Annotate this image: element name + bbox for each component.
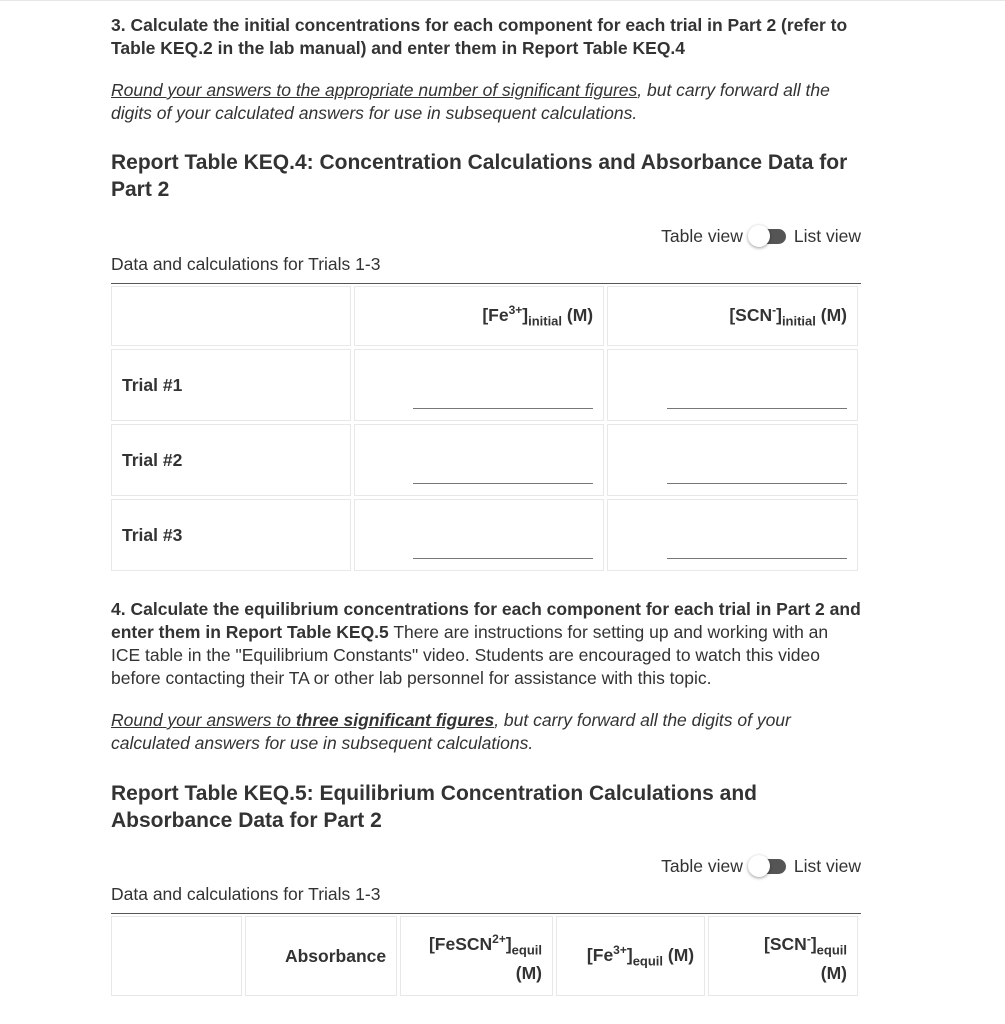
question-4-number: 4. xyxy=(111,599,126,619)
report-content xyxy=(111,0,861,999)
question-4-text: Calculate the equilibrium concentrations for each component for each trial in Part 2 and enter them in Report Table KEQ.5 xyxy=(111,599,861,642)
table-keq4-caption: Data and calculations for Trials 1-3 xyxy=(111,254,381,274)
view-toggle-switch[interactable] xyxy=(748,225,788,247)
question-4 xyxy=(111,598,861,690)
trial-1-scn-input[interactable] xyxy=(667,408,847,409)
table-row xyxy=(111,349,858,421)
trial-2-scn-input[interactable] xyxy=(667,483,847,484)
trial-1-scn-cell xyxy=(607,349,858,421)
note-part1: Round your answers to xyxy=(111,710,296,730)
trial-2-scn-cell xyxy=(607,424,858,496)
col-scn-initial: $[SCN^-]_{initial}$ (M) xyxy=(607,286,858,346)
view-toggle-switch[interactable] xyxy=(748,855,788,877)
table-keq5-caption: Data and calculations for Trials 1-3 xyxy=(111,884,381,904)
col-fe-equil: $[Fe^{3+}]_{equil}$ (M) xyxy=(556,916,705,996)
trial-1-fe-cell xyxy=(354,349,605,421)
corner-cell xyxy=(111,286,351,346)
table-view-label[interactable]: Table view xyxy=(661,855,743,876)
trial-3-fe-input[interactable] xyxy=(413,558,593,559)
question-3-number: 3. xyxy=(111,15,126,35)
question-3-text: Calculate the initial concentrations for each component for each trial in Part 2 (refer to Table KEQ.2 in the lab manual) and enter them in Report Table KEQ.4 xyxy=(111,15,848,58)
trial-3-fe-cell xyxy=(354,499,605,571)
table-row xyxy=(111,499,858,571)
list-view-label[interactable]: List view xyxy=(793,225,861,246)
col-fe-initial: $[Fe^{3+}]_{initial}$ (M) xyxy=(354,286,605,346)
table-keq5-title: Report Table KEQ.5: Equilibrium Concentration Calculations and Absorbance Data for Part 2 xyxy=(111,782,758,832)
trial-2-fe-cell xyxy=(354,424,605,496)
question-3 xyxy=(111,14,861,60)
question-3-rounding-note xyxy=(111,79,861,125)
table-keq4 xyxy=(108,283,861,574)
sig-fig-link[interactable]: Round your answers to the appropriate number of significant figures xyxy=(111,80,638,100)
trial-3-scn-input[interactable] xyxy=(667,558,847,559)
col-fescn-equil: $[FeSCN^{2+}]_{equil}$ (M) xyxy=(400,916,553,996)
view-toggle-row xyxy=(111,224,861,248)
three-sig-figs-link[interactable]: three significant figures xyxy=(295,710,495,730)
col-absorbance: Absorbance xyxy=(245,916,397,996)
trial-1-fe-input[interactable] xyxy=(413,408,593,409)
trial-3-scn-cell xyxy=(607,499,858,571)
list-view-label[interactable]: List view xyxy=(793,855,861,876)
trial-1-label: Trial #1 xyxy=(111,349,351,421)
note-rest: , but carry forward all the digits of your calculated answers for use in subsequent calculations. xyxy=(111,80,830,123)
table-row xyxy=(111,424,858,496)
col-scn-equil: $[SCN^-]_{equil}$ (M) xyxy=(708,916,858,996)
question-4-rounding-note xyxy=(111,709,861,755)
table-keq5 xyxy=(108,913,861,999)
table-view-label[interactable]: Table view xyxy=(661,225,743,246)
corner-cell xyxy=(111,916,242,996)
question-4-instructions: There are instructions for setting up and working with an ICE table in the "Equilibrium Constants" video. Students are encouraged to watch this video before contacting their TA or other lab personnel for assistance with this topic. xyxy=(111,622,829,688)
trial-3-label: Trial #3 xyxy=(111,499,351,571)
table-header-row xyxy=(111,286,858,346)
view-toggle-row xyxy=(111,854,861,878)
trial-2-label: Trial #2 xyxy=(111,424,351,496)
table-keq4-title: Report Table KEQ.4: Concentration Calculations and Absorbance Data for Part 2 xyxy=(111,151,848,201)
table-header-row xyxy=(111,916,858,996)
trial-2-fe-input[interactable] xyxy=(413,483,593,484)
note-rest: , but carry forward all the digits of your calculated answers for use in subsequent calculations. xyxy=(111,710,791,753)
